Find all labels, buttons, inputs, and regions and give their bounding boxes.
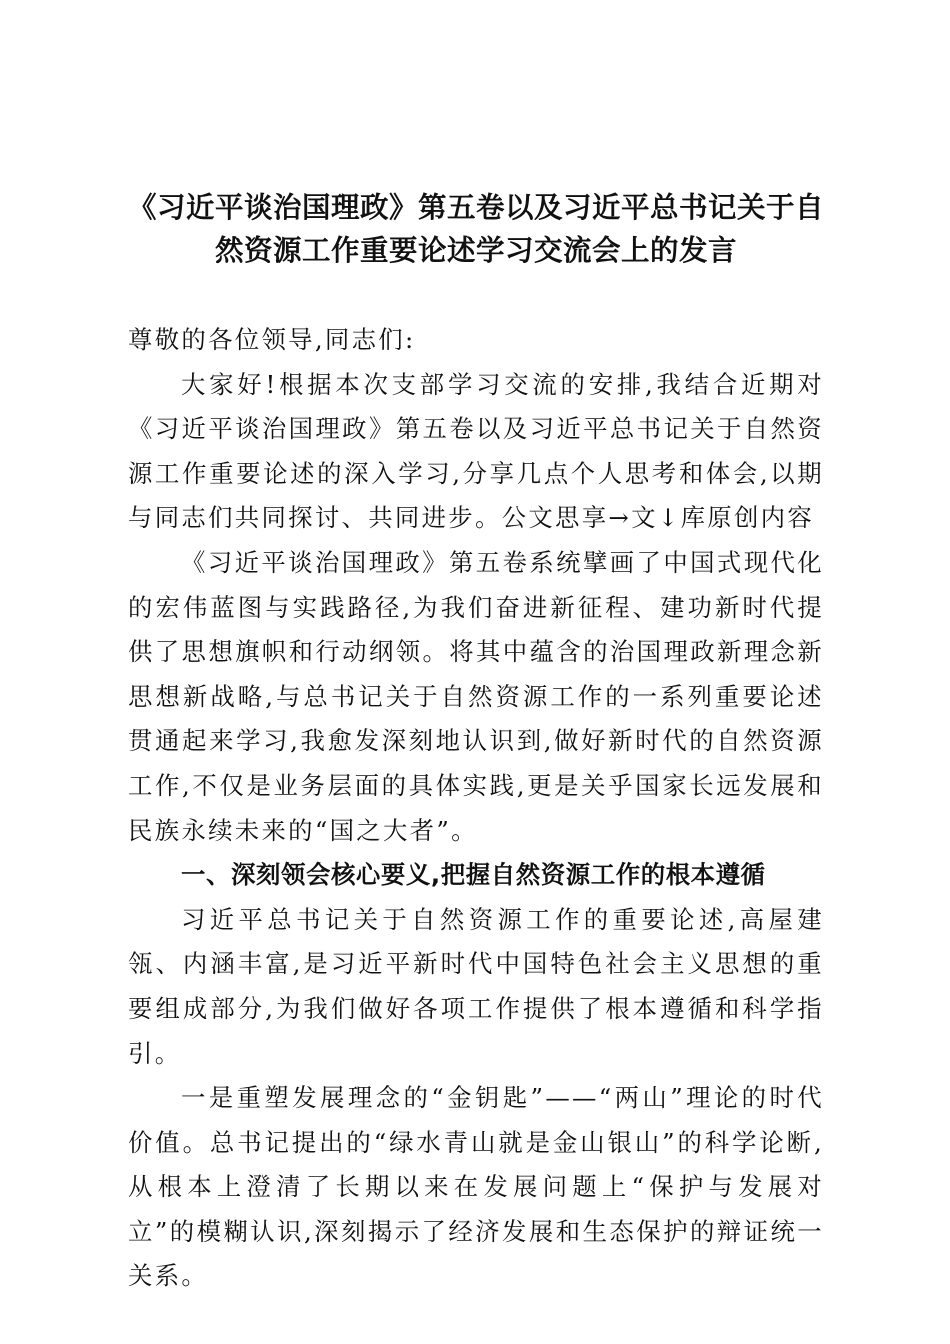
title-line-2: 然资源工作重要论述学习交流会上的发言: [214, 234, 737, 267]
salutation: 尊敬的各位领导,同志们:: [128, 325, 416, 354]
title-line-1: 《习近平谈治国理政》第五卷以及习近平总书记关于自: [128, 191, 825, 224]
paragraph-intro: 大家好!根据本次支部学习交流的安排,我结合近期对《习近平谈治国理政》第五卷以及习近平总书记关于自然资源工作重要论述的深入学习,分享几点个人思考和体会,以期与同志们共同探讨、共同进步。公文思享→文↓库原创内容: [128, 369, 824, 533]
section-1-paragraph: 一是重塑发展理念的“金钥匙”——“两山”理论的时代价值。总书记提出的“绿水青山就是金山银山”的科学论断,从根本上澄清了长期以来在发展问题上“保护与发展对立”的模糊认识,深刻揭示了经济发展和生态保护的辩证统一关系。: [128, 1083, 824, 1291]
section-1-paragraph: 习近平总书记关于自然资源工作的重要论述,高屋建瓴、内涵丰富,是习近平新时代中国特色社会主义思想的重要组成部分,为我们做好各项工作提供了根本遵循和科学指引。: [128, 904, 824, 1068]
paragraph-overview: 《习近平谈治国理政》第五卷系统擘画了中国式现代化的宏伟蓝图与实践路径,为我们奋进新征程、建功新时代提供了思想旗帜和行动纲领。将其中蕴含的治国理政新理念新思想新战略,与总书记关于自然资源工作的一系列重要论述贯通起来学习,我愈发深刻地认识到,做好新时代的自然资源工作,不仅是业务层面的具体实践,更是关乎国家长远发展和民族永续未来的“国之大者”。: [128, 547, 824, 845]
document-title: [128, 186, 824, 272]
section-heading-1: 一、深刻领会核心要义,把握自然资源工作的根本遵循: [181, 860, 766, 890]
document-body: [128, 318, 824, 1299]
